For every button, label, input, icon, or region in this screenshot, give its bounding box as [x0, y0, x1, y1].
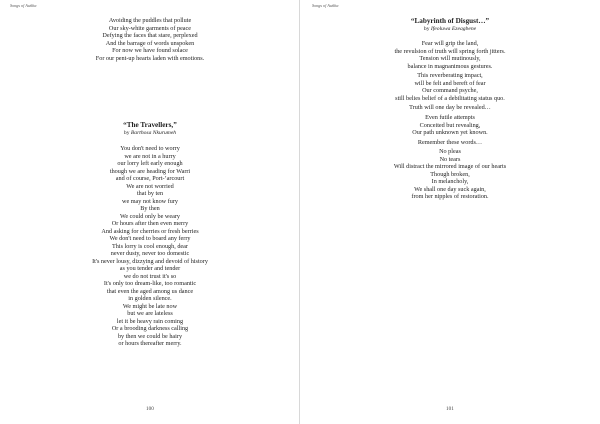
poem-line: We are not worried — [126, 182, 174, 190]
poem-line: that even the aged among us dance — [106, 287, 194, 295]
poem-byline — [0, 130, 300, 137]
poem-line: in golden silence. — [128, 295, 172, 302]
poem-line: never dusty, never too domestic — [110, 250, 190, 257]
poem-line: we are not in a hurry — [124, 152, 176, 160]
poem-line: Or a brooding darkness calling — [111, 325, 189, 332]
poem-line: We might be late now — [122, 302, 178, 310]
poem-line: our lorry left early enough — [117, 160, 183, 167]
poem-title: “The Travellers,” — [123, 121, 177, 129]
previous-poem-ending — [0, 17, 300, 62]
poem-title: “Labyrinth of Disgust…” — [410, 17, 490, 25]
poem-line: We could only be weary — [120, 212, 180, 220]
poem-line: This lorry is cool enough, dear — [112, 242, 188, 250]
poem-body — [300, 40, 600, 201]
poem-labyrinth-of-disgust — [300, 17, 600, 201]
poem-author: Ifeoluwa Ezeagbene — [430, 26, 477, 32]
poem-line: by then we could be hairy — [117, 332, 183, 340]
poem-line: Fear will grip the land, — [421, 40, 479, 47]
poem-line: Our command psyche, — [422, 87, 478, 95]
poem-line: or hours thereafter merry. — [118, 340, 182, 347]
page-number: 101 — [446, 406, 454, 412]
poem-line: we do not trust it's so — [123, 272, 177, 280]
poem-author: Barthosa Nkurumeh — [130, 130, 177, 136]
poem-line: Defying the faces that stare, perplexed — [102, 32, 198, 39]
running-head-left: Songs of Awkha — [10, 3, 37, 8]
poem-byline — [300, 26, 600, 33]
poem-line: And asking for cherries or fresh berries — [101, 227, 199, 235]
poem-line: but we are lateless — [127, 310, 173, 317]
poem-line: Tension will mutinously, — [419, 55, 481, 62]
poem-line: Remember these words… — [417, 138, 483, 146]
poem-line: This reverberating impact, — [417, 72, 483, 80]
poem-line: we may not know fury — [121, 197, 179, 205]
poem-the-travellers — [0, 121, 300, 348]
by-word: by — [423, 26, 430, 32]
poem-body — [0, 145, 300, 348]
poem-line: No tears — [439, 155, 461, 163]
poem-line: For our pent-up hearts laden with emotions. — [95, 54, 205, 62]
running-head-right: Songs of Awkha — [312, 3, 339, 8]
poem-line: Even futile attempts — [425, 114, 475, 122]
poem-line: By then — [140, 205, 160, 212]
poem-line: Or hours after then even merry — [111, 220, 189, 227]
poem-line: Truth will one day be revealed… — [409, 104, 491, 112]
poem-line: and of course, Port-’arcourt — [115, 175, 185, 182]
poem-line: still belies belief of a debilitating status quo. — [395, 94, 505, 102]
poem-line: balance in magnanimous gestures. — [407, 62, 493, 70]
poem-line: as you tender and tender — [119, 265, 181, 272]
poem-line: the revulsion of truth will spring forth jitters. — [394, 47, 506, 55]
poem-line: In melancholy, — [431, 178, 469, 186]
poem-line: Conceited but revealing, — [419, 121, 481, 129]
poem-line: Avoiding the puddles that pollute — [108, 17, 192, 24]
right-page — [300, 0, 600, 424]
page-number: 100 — [146, 406, 154, 412]
poem-line: let it be heavy rain coming — [116, 317, 184, 325]
poem-line: You don't need to worry — [120, 145, 180, 152]
poem-line: And the barrage of words unspoken — [105, 39, 195, 47]
poem-line: No pleas — [439, 148, 461, 156]
poem-line: For now we have found solace — [112, 47, 188, 54]
poem-line: from her nipples of restoration. — [411, 193, 489, 201]
poem-line: Our sky-white garments of peace — [108, 24, 192, 32]
poem-line: Will distract the mirrored image of our hearts — [393, 163, 507, 171]
poem-line: though we are heading for Warri — [109, 167, 191, 175]
poem-line: We don't need to board any ferry — [109, 235, 191, 242]
poem-line: We shall one day suck again, — [414, 185, 486, 193]
by-word: by — [123, 130, 130, 136]
poem-line: It's never lousy, dizzying and devoid of history — [92, 257, 208, 265]
poem-line: Though broken, — [430, 170, 470, 178]
poem-line: will be felt and bereft of fear — [414, 79, 486, 87]
poem-line: that by ten — [136, 190, 164, 197]
poem-line: Our path unknown yet known. — [412, 129, 488, 137]
poem-line: It's only too dream-like, too romantic — [103, 280, 197, 287]
